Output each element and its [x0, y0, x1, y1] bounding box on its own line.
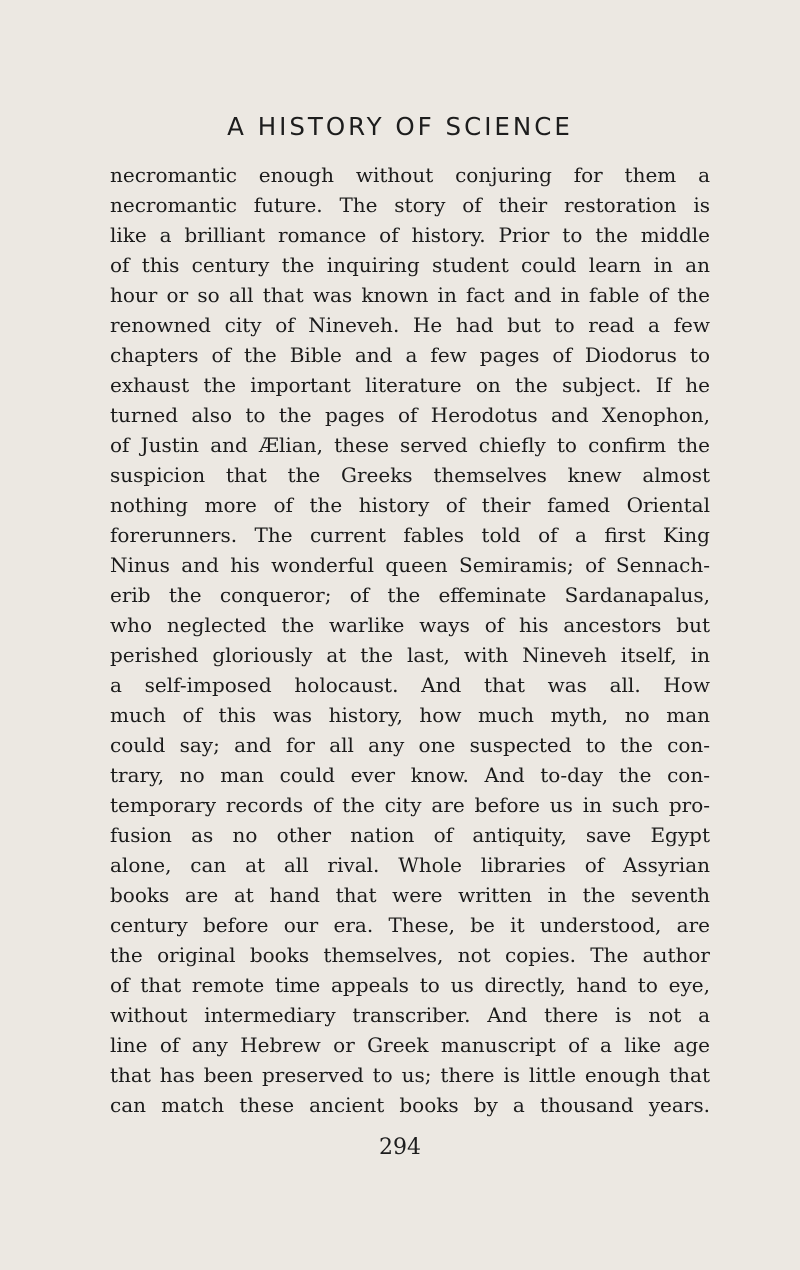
text-line: line of any Hebrew or Greek manuscript of a like age [110, 1033, 710, 1057]
text-line: suspicion that the Greeks themselves knew almost [110, 463, 710, 487]
text-line: nothing more of the history of their famed Oriental [110, 493, 710, 517]
text-line: who neglected the warlike ways of his ancestors but [110, 613, 710, 637]
text-line: renowned city of Nineveh. He had but to read a few [110, 313, 710, 337]
body-text [110, 160, 710, 1120]
text-line: the original books themselves, not copies. The author [110, 943, 710, 967]
text-line: can match these ancient books by a thousand years. [110, 1093, 710, 1117]
text-line: of this century the inquiring student could learn in an [110, 253, 710, 277]
text-line: that has been preserved to us; there is little enough that [110, 1063, 710, 1087]
text-line: century before our era. These, be it understood, are [110, 913, 710, 937]
text-line: hour or so all that was known in fact and in fable of the [110, 283, 710, 307]
text-line: necromantic future. The story of their restoration is [110, 193, 710, 217]
text-line: perished gloriously at the last, with Nineveh itself, in [110, 643, 710, 667]
text-line: much of this was history, how much myth, no man [110, 703, 710, 727]
text-line: temporary records of the city are before us in such pro- [110, 793, 710, 817]
text-line: turned also to the pages of Herodotus and Xenophon, [110, 403, 710, 427]
text-line: alone, can at all rival. Whole libraries of Assyrian [110, 853, 710, 877]
text-line: forerunners. The current fables told of a first King [110, 523, 710, 547]
text-line: of Justin and Ælian, these served chiefly to confirm the [110, 433, 710, 457]
text-line: trary, no man could ever know. And to-day the con- [110, 763, 710, 787]
text-line: like a brilliant romance of history. Prior to the middle [110, 223, 710, 247]
text-line: a self-imposed holocaust. And that was all. How [110, 673, 710, 697]
text-line: erib the conqueror; of the effeminate Sardanapalus, [110, 583, 710, 607]
text-line: of that remote time appeals to us directly, hand to eye, [110, 973, 710, 997]
running-head-title: A HISTORY OF SCIENCE [227, 112, 573, 141]
text-line: could say; and for all any one suspected to the con- [110, 733, 710, 757]
text-line: exhaust the important literature on the subject. If he [110, 373, 710, 397]
text-line: without intermediary transcriber. And there is not a [110, 1003, 710, 1027]
text-line: chapters of the Bible and a few pages of Diodorus to [110, 343, 710, 367]
page-number: 294 [379, 1135, 421, 1160]
text-line: fusion as no other nation of antiquity, save Egypt [110, 823, 710, 847]
text-line: necromantic enough without conjuring for them a [110, 163, 710, 187]
text-line: books are at hand that were written in the seventh [110, 883, 710, 907]
text-line: Ninus and his wonderful queen Semiramis; of Sennach- [110, 553, 710, 577]
